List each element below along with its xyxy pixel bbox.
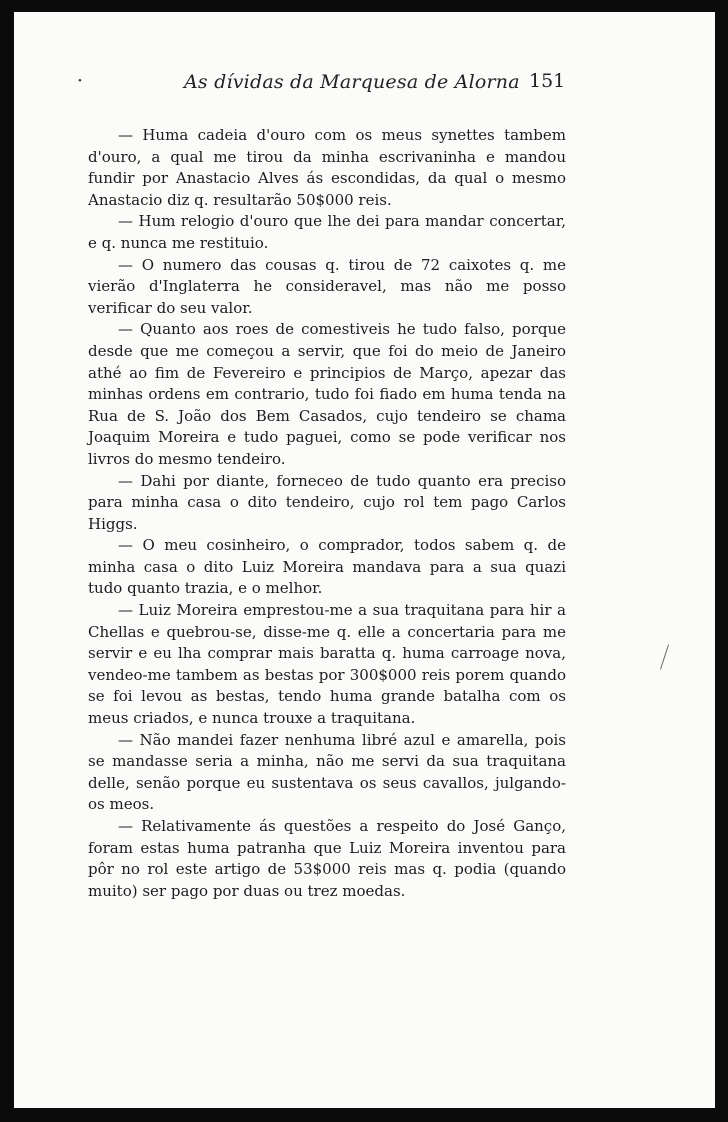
paragraph: — Relativamente ás questões a respeito do José Ganço, foram estas huma patranha que Luiz Moreira inventou para pôr no rol este artigo de 53$000 reis mas q. podia (quando muito) ser pago por duas ou trez moedas.: [88, 817, 566, 900]
book-page: [14, 12, 715, 1108]
paragraph: — Quanto aos roes de comestiveis he tudo falso, porque desde que me começou a servir, que foi do meio de Janeiro athé ao fim de Fevereiro e principios de Março, apezar das minhas ordens em contrario, tudo foi fiado em huma tenda na Rua de S. João dos Bem Casados, cujo tendeiro se chama Joaquim Moreira e tudo paguei, como se pode verificar nos livros do mesmo tendeiro.: [88, 320, 566, 468]
paragraph: — Luiz Moreira emprestou-me a sua traquitana para hir a Chellas e quebrou-se, disse-me q. elle a concertaria para me servir e eu lha comprar mais baratta q. huma carroage nova, vendeo-me tambem as bestas por 300$000 reis porem quando se foi levou as bestas, tendo huma grande batalha com os meus criados, e nunca trouxe a traquitana.: [88, 601, 566, 728]
paragraph: — Não mandei fazer nenhuma libré azul e amarella, pois se mandasse seria a minha, não me servi da sua traquitana delle, senão porque eu sustentava os seus cavallos, julgando-os meos.: [88, 730, 566, 814]
paragraph: — O numero das cousas q. tirou de 72 caixotes q. me vierão d'Inglaterra he consideravel, mas não me posso verificar do seu valor.: [88, 255, 566, 317]
body-text: [88, 125, 566, 902]
paragraph: — Hum relogio d'ouro que lhe dei para mandar concertar, e q. nunca me restituio.: [88, 212, 566, 252]
page-number: 151: [529, 70, 566, 92]
running-title: As dívidas da Marquesa de Alorna: [184, 71, 520, 93]
page-header: [14, 71, 715, 101]
paragraph: — O meu cosinheiro, o comprador, todos sabem q. de minha casa o dito Luiz Moreira mandava para a sua quazi tudo quanto trazia, e o melhor.: [88, 536, 566, 598]
paragraph: — Dahi por diante, forneceo de tudo quanto era preciso para minha casa o dito tendeiro, cujo rol tem pago Carlos Higgs.: [88, 471, 566, 533]
paragraph: — Huma cadeia d'ouro com os meus synettes tambem d'ouro, a qual me tirou da minha escrivaninha e mandou fundir por Anastacio Alves ás escondidas, da qual o mesmo Anastacio diz q. resultarão 50$000 reis.: [88, 126, 566, 209]
margin-mark: •: [78, 75, 82, 87]
margin-pencil-stroke: [660, 644, 669, 669]
